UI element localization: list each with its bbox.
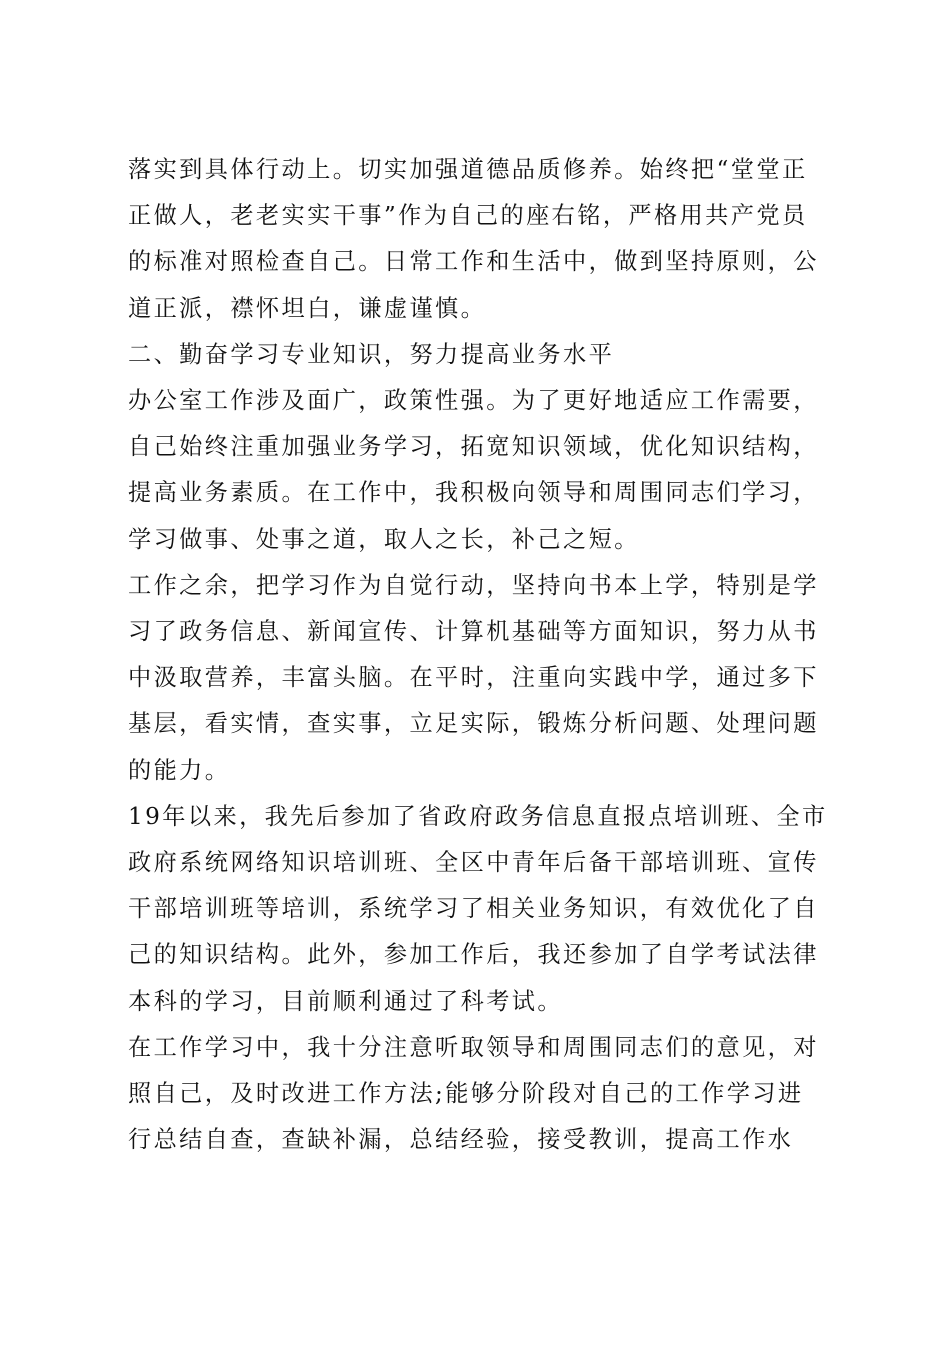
paragraph-moral-cultivation: 落实到具体行动上。切实加强道德品质修养。始终把“堂堂正 正做人，老老实实干事”作为自己的座右铭，严格用共产党员 的标准对照检查自己。日常工作和生活中，做到坚持原则，公 道正派，襟怀坦白，谦虚谨慎。 <box>128 156 819 322</box>
paragraph-office-work: 办公室工作涉及面广，政策性强。为了更好地适应工作需要， 自己始终注重加强业务学习，拓宽知识领域，优化知识结构， 提高业务素质。在工作中，我积极向领导和周围同志们学习， 学习做事、处事之道，取人之长，补己之短。 <box>128 387 819 553</box>
paragraph-self-review: 在工作学习中，我十分注意听取领导和周围同志们的意见，对 照自己，及时改进工作方法;能够分阶段对自己的工作学习进 行总结自查，查缺补漏，总结经验，接受教训，提高工作水 <box>128 1033 819 1154</box>
section-heading: 二、勤奋学习专业知识，努力提高业务水平 <box>128 340 615 368</box>
paragraph-training-courses: 19年以来，我先后参加了省政府政务信息直报点培训班、全市 政府系统网络知识培训班、全区中青年后备干部培训班、宣传 干部培训班等培训，系统学习了相关业务知识，有效优化了自 己的知识结构。此外，参加工作后，我还参加了自学考试法律 本科的学习，目前顺利通过了科考试。 <box>128 802 828 1015</box>
paragraph-spare-time-study: 工作之余，把学习作为自觉行动，坚持向书本上学，特别是学 习了政务信息、新闻宣传、计算机基础等方面知识，努力从书 中汲取营养，丰富头脑。在平时，注重向实践中学，通过多下 基层，看实情，查实事，立足实际，锻炼分析问题、处理问题 的能力。 <box>128 571 819 784</box>
document-body <box>128 147 828 1163</box>
